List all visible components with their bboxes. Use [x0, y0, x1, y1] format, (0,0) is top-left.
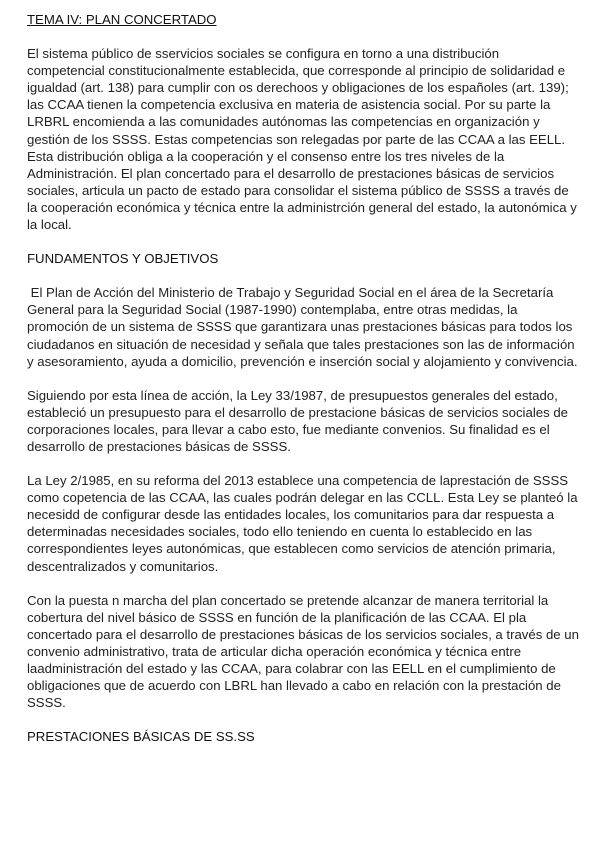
spacer: [27, 370, 580, 387]
section-heading-fundamentos: FUNDAMENTOS Y OBJETIVOS: [27, 251, 219, 267]
spacer: [27, 267, 580, 284]
paragraph-ley-33-1987: Siguiendo por esta línea de acción, la Ley 33/1987, de presupuestos generales del estado, estableció un presupuesto para el desarrollo de prestacione básicas de servicios sociales de corporaciones locales, para llevar a cabo esto, fue mediante convenios. Su finalidad es el desarrollo de prestaciones básicas de SSSS.: [27, 387, 569, 454]
intro-paragraph: El sistema público de sservicios sociales se configura en torno a una distribución competencial constitucionalmente establecida, que corresponde al principio de solidaridad e igualdad (art. 138) para cumplir con os derechoos y obligaciones de los españoles (art. 139); las CCAA tienen la competencia exclusiva en materia de asistencia social. Por su parte la LRBRL encomienda a las comunidades autónomas las competencias en organización y gestión de los SSSS. Estas competencias son relegadas por parte de las CCAA a las EELL. Esta distribución obliga a la cooperación y el consenso entre los tres niveles de la Administración. El plan concertado para el desarrollo de prestaciones básicas de servicios sociales, articula un pacto de estado para consolidar el sistema público de SSSS a través de la cooperación económica y técnica entre la administrción general del estado, la autonómica y la local.: [27, 46, 577, 233]
spacer: [27, 28, 580, 45]
spacer: [27, 233, 580, 250]
paragraph-puesta-en-marcha: Con la puesta n marcha del plan concertado se pretende alcanzar de manera territorial la cobertura del nivel básico de SSSS en función de la planificación de las CCAA. El pla concertado para el desarrollo de prestaciones básicas de los servicios sociales, a través de un convenio administrativo, trata de articular dicha operación económica y técnica entre laadministración del estado y las CCAA, para colabrar con las EELL en el cumplimiento de obligaciones que de acuerdo con LBRL han llevado a cabo en relación con la prestación de SSSS.: [27, 592, 579, 711]
paragraph-ley-2-1985: La Ley 2/1985, en su reforma del 2013 establece una competencia de laprestación de SSSS como copetencia de las CCAA, las cuales podrán delegar en las CCLL. Esta Ley se planteó la necesidd de configurar desde las entidades locales, los comunitarios para dar respuesta a determinadas necesidades sociales, todo ello teniendo en cuenta lo establecido en las correspondientes leyes autonómicas, que establecen como servicios de atención primaria, descentralizados y comunitarios.: [27, 473, 578, 574]
section-heading-prestaciones: PRESTACIONES BÁSICAS DE SS.SS: [27, 729, 255, 745]
spacer: [27, 575, 580, 592]
paragraph-plan-accion: El Plan de Acción del Ministerio de Trabajo y Seguridad Social en el área de la Secretaría General para la Seguridad Social (1987-1990) contemplaba, entre otras medidas, la promoción de un sistema de SSSS que garantizara unas prestaciones básicas para todos los ciudadanos en situación de necesidad y señala que tales prestaciones son las de información y asesoramiento, ayuda a domicilio, prevención e inserción social y alojamiento y convivencia.: [27, 285, 579, 369]
document-title: TEMA IV: PLAN CONCERTADO: [27, 12, 217, 27]
spacer: [27, 711, 580, 728]
spacer: [27, 455, 580, 472]
